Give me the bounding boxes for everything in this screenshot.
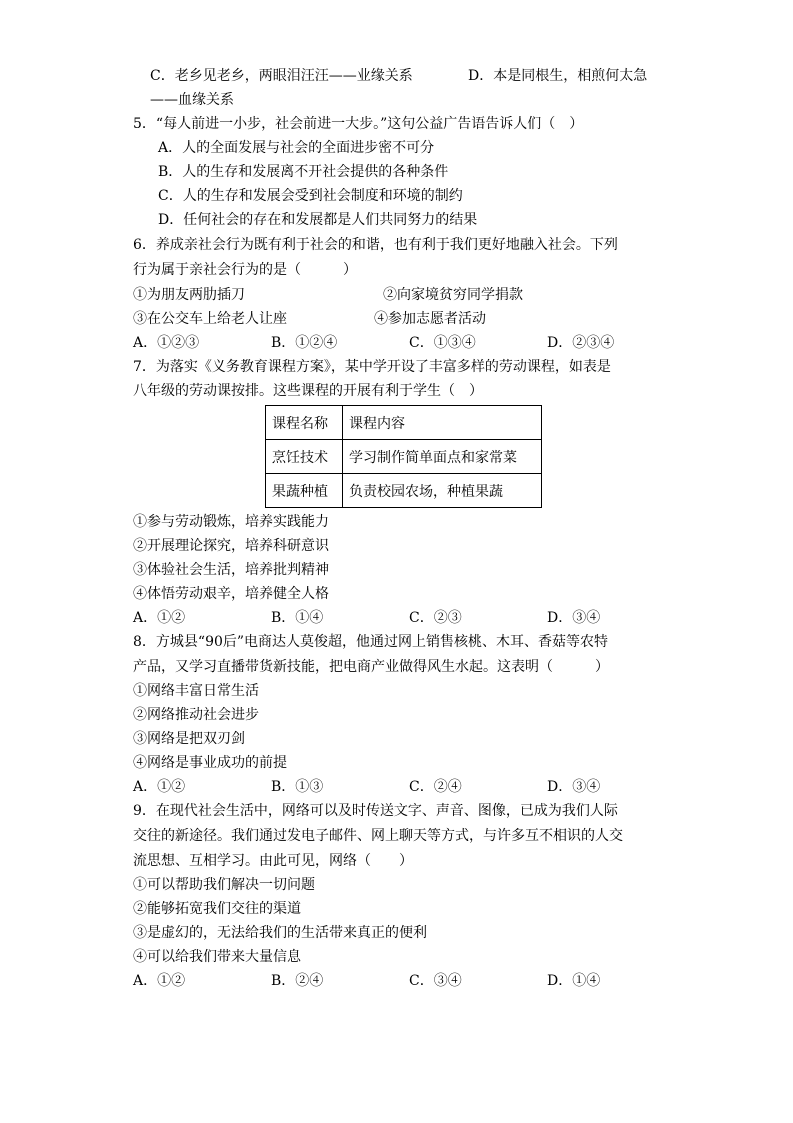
q5-option-c: C．人的生存和发展会受到社会制度和环境的制约 xyxy=(158,188,463,204)
q6-choice-b: B．①②④ xyxy=(271,335,338,351)
table-row xyxy=(266,474,542,508)
q6-choice-a: A．①②③ xyxy=(133,335,200,351)
table-cell: 学习制作简单面点和家常菜 xyxy=(343,440,542,474)
q9-item-3: ③是虚幻的，无法给我们的生活带来真正的便利 xyxy=(133,925,427,941)
q8-stem-line-2: 产品，又学习直播带货新技能，把电商产业做得风生水起。这表明（ ） xyxy=(133,659,609,675)
q9-choice-c: C．③④ xyxy=(409,973,462,989)
q8-item-1: ①网络丰富日常生活 xyxy=(133,683,259,699)
q6-stem-line-2: 行为属于亲社会行为的是（ ） xyxy=(133,262,357,278)
q9-stem-line-3: 流思想、互相学习。由此可见，网络（ ） xyxy=(133,853,413,869)
q7-choice-a: A．①② xyxy=(133,610,186,626)
q9-item-1: ①可以帮助我们解决一切问题 xyxy=(133,877,315,893)
q9-stem-line-2: 交往的新途径。我们通过发电子邮件、网上聊天等方式，与许多互不相识的人交 xyxy=(133,828,623,844)
q5-option-b: B．人的生存和发展离不开社会提供的各种条件 xyxy=(158,164,449,180)
q6-item-2: ②向家境贫穷同学捐款 xyxy=(383,287,523,303)
q7-item-1: ①参与劳动锻炼，培养实践能力 xyxy=(133,514,329,530)
q9-choice-a: A．①② xyxy=(133,973,186,989)
q5-option-a: A．人的全面发展与社会的全面进步密不可分 xyxy=(158,140,435,156)
q7-choice-c: C．②③ xyxy=(409,610,462,626)
q9-choice-b: B．②④ xyxy=(271,973,324,989)
q8-choice-c: C．②④ xyxy=(409,779,462,795)
q6-choice-d: D．②③④ xyxy=(547,335,615,351)
q4-option-c: C．老乡见老乡，两眼泪汪汪——业缘关系 xyxy=(150,68,413,84)
q6-stem-line-1: 6．养成亲社会行为既有利于社会的和谐，也有利于我们更好地融入社会。下列 xyxy=(133,237,618,253)
q8-choice-a: A．①② xyxy=(133,779,186,795)
q7-stem-line-1: 7．为落实《义务教育课程方案》，某中学开设了丰富多样的劳动课程，如表是 xyxy=(133,359,611,375)
q7-choice-d: D．③④ xyxy=(547,610,601,626)
table-row xyxy=(266,440,542,474)
table-cell: 烹饪技术 xyxy=(266,440,343,474)
table-header-row xyxy=(266,406,542,440)
q6-item-3: ③在公交车上给老人让座 xyxy=(133,311,287,327)
q7-item-2: ②开展理论探究，培养科研意识 xyxy=(133,538,329,554)
table-header-cell: 课程内容 xyxy=(343,406,542,440)
q7-course-table xyxy=(265,405,542,508)
q9-stem-line-1: 9．在现代社会生活中，网络可以及时传送文字、声音、图像，已成为我们人际 xyxy=(133,803,618,819)
q9-item-4: ④可以给我们带来大量信息 xyxy=(133,949,301,965)
q8-item-4: ④网络是事业成功的前提 xyxy=(133,755,287,771)
q8-item-2: ②网络推动社会进步 xyxy=(133,707,259,723)
table-cell: 果蔬种植 xyxy=(266,474,343,508)
q5-option-d: D．任何社会的存在和发展都是人们共同努力的结果 xyxy=(158,212,478,228)
q8-item-3: ③网络是把双刃剑 xyxy=(133,731,245,747)
q5-stem: 5．“每人前进一小步，社会前进一大步。”这句公益广告语告诉人们（ ） xyxy=(133,116,584,132)
q7-item-3: ③体验社会生活，培养批判精神 xyxy=(133,562,329,578)
q8-choice-d: D．③④ xyxy=(547,779,601,795)
q4-option-d-continued: ——血缘关系 xyxy=(150,92,234,108)
q8-choice-b: B．①③ xyxy=(271,779,324,795)
q9-choice-d: D．①④ xyxy=(547,973,601,989)
q6-choice-c: C．①③④ xyxy=(409,335,476,351)
q7-choice-b: B．①④ xyxy=(271,610,324,626)
q8-stem-line-1: 8．方城县“90后”电商达人莫俊超，他通过网上销售核桃、木耳、香菇等农特 xyxy=(133,634,609,650)
q9-item-2: ②能够拓宽我们交往的渠道 xyxy=(133,901,301,917)
q7-item-4: ④体悟劳动艰辛，培养健全人格 xyxy=(133,586,329,602)
table-cell: 负责校园农场，种植果蔬 xyxy=(343,474,542,508)
q7-stem-line-2: 八年级的劳动课按排。这些课程的开展有利于学生（ ） xyxy=(133,383,483,399)
q6-item-1: ①为朋友两肋插刀 xyxy=(133,287,245,303)
q6-item-4: ④参加志愿者活动 xyxy=(374,311,486,327)
table-header-cell: 课程名称 xyxy=(266,406,343,440)
q4-option-d: D．本是同根生，相煎何太急 xyxy=(468,68,648,84)
